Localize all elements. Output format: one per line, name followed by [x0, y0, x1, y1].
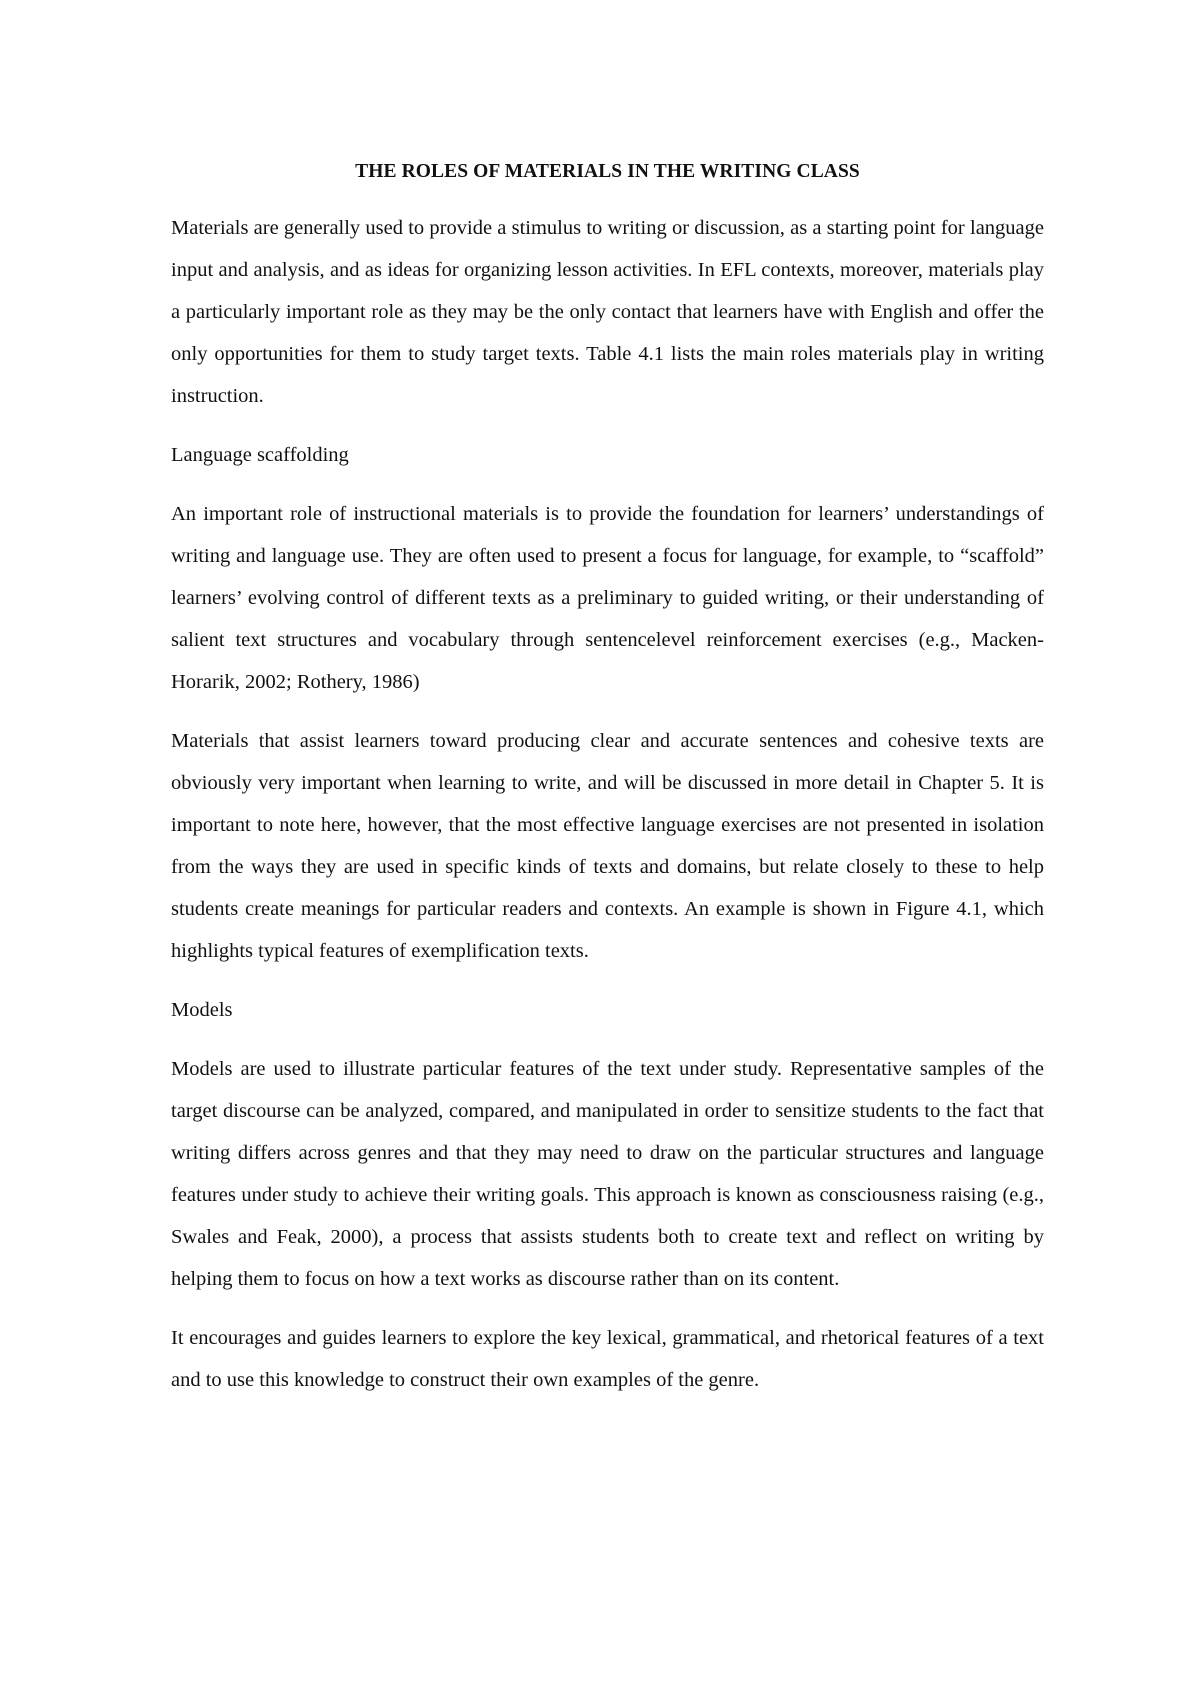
- section-heading-language-scaffolding: Language scaffolding: [171, 444, 349, 466]
- document-title: THE ROLES OF MATERIALS IN THE WRITING CLASS: [355, 161, 860, 182]
- scaffolding-paragraph-2: Materials that assist learners toward producing clear and accurate sentences and cohesive texts are obviously very important when learning to write, and will be discussed in more detail in Chapter 5. It is important to note here, however, that the most effective language exercises are not presented in isolation from the ways they are used in specific kinds of texts and domains, but relate closely to these to help students create meanings for particular readers and contexts. An example is shown in Figure 4.1, which highlights typical features of exemplification texts.: [171, 730, 1044, 962]
- section-heading-models: Models: [171, 999, 233, 1021]
- models-paragraph-1: Models are used to illustrate particular features of the text under study. Representative samples of the target discourse can be analyzed, compared, and manipulated in order to sensitize students to the fact that writing differs across genres and that they may need to draw on the particular structures and language features under study to achieve their writing goals. This approach is known as consciousness raising (e.g., Swales and Feak, 2000), a process that assists students both to create text and reflect on writing by helping them to focus on how a text works as discourse rather than on its content.: [171, 1058, 1044, 1290]
- scaffolding-paragraph-1: An important role of instructional materials is to provide the foundation for learners’ understandings of writing and language use. They are often used to present a focus for language, for example, to “scaffold” learners’ evolving control of different texts as a preliminary to guided writing, or their understanding of salient text structures and vocabulary through sentencelevel reinforcement exercises (e.g., Macken-Horarik, 2002; Rothery, 1986): [171, 503, 1044, 693]
- intro-paragraph: Materials are generally used to provide a stimulus to writing or discussion, as a starting point for language input and analysis, and as ideas for organizing lesson activities. In EFL contexts, moreover, materials play a particularly important role as they may be the only contact that learners have with English and offer the only opportunities for them to study target texts. Table 4.1 lists the main roles materials play in writing instruction.: [171, 217, 1044, 407]
- document-page: [171, 158, 1044, 1418]
- models-paragraph-2: It encourages and guides learners to explore the key lexical, grammatical, and rhetorical features of a text and to use this knowledge to construct their own examples of the genre.: [171, 1327, 1044, 1391]
